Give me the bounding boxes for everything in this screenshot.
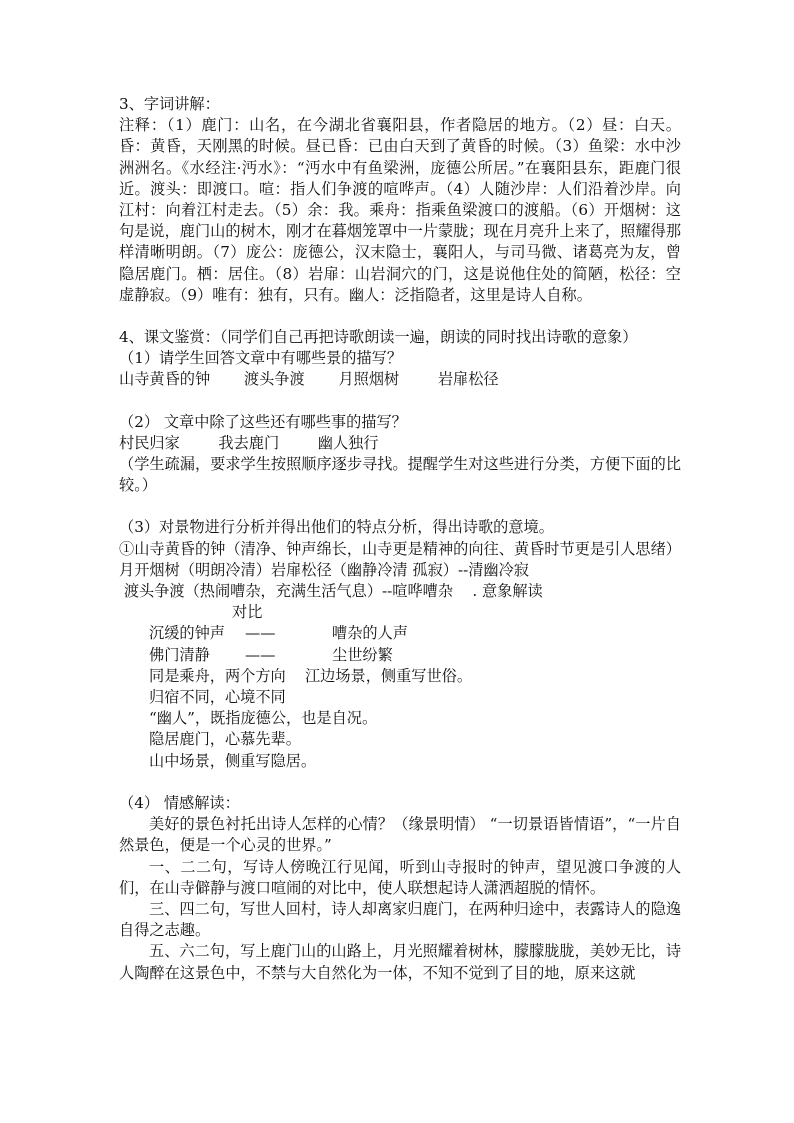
contrast-left: 沉缓的钟声: [149, 624, 225, 643]
question-4: （4） 情感解读：: [119, 793, 240, 812]
document-page: [119, 94, 681, 984]
contrast-row: [119, 623, 681, 644]
contrast-right: 嘈杂的人声: [332, 624, 408, 643]
spacer: [119, 496, 681, 517]
answer-item: 幽人独行: [317, 433, 379, 452]
emotion-paragraph: 一、二二句，写诗人傍晚江行见闻，听到山寺报时的钟声，望见渡口争渡的人们，在山寺僻静与渡口喧闹的对比中，使人联想起诗人潇洒超脱的情怀。: [119, 857, 681, 897]
answer-item: 渡头争渡: [243, 370, 305, 389]
analysis-line: 山中场景，侧重写隐居。: [149, 751, 317, 770]
spacer: [119, 391, 681, 412]
answer-item: 村民归家: [119, 433, 180, 452]
section-3-heading: 3、字词讲解：: [119, 95, 220, 113]
answer-item: 月照烟树: [338, 370, 400, 389]
answer-item: 岩扉松径: [437, 370, 499, 389]
section-4-heading: 4、课文鉴赏：（同学们自己再把诗歌朗读一遍，朗读的同时找出诗歌的意象）: [119, 328, 638, 347]
imagery-line-1: ①山寺黄昏的钟（清净、钟声绵长，山寺更是精神的向往、黄昏时节更是引人思绪）: [119, 539, 681, 558]
analysis-line: 同是乘舟，两个方向 江边场景，侧重写世俗。: [149, 666, 473, 685]
question-3: （3）对景物进行分析并得出他们的特点分析，得出诗歌的意境。: [119, 518, 554, 537]
analysis-line: 隐居鹿门，心慕先辈。: [149, 730, 301, 749]
question-2-answers: [119, 433, 681, 454]
contrast-dash: ——: [245, 624, 276, 643]
contrast-left: 佛门清静: [149, 645, 210, 664]
question-2-note: （学生疏漏，要求学生按照顺序逐步寻找。提醒学生对这些进行分类，方便下面的比较。）: [119, 455, 681, 495]
analysis-line: “幽人”，既指庞德公，也是自况。: [149, 709, 378, 728]
question-1: （1）请学生回答文章中有哪些景的描写？: [119, 349, 403, 368]
imagery-line-3: 渡头争渡（热闹嘈杂，充满生活气息）--喧哗嘈杂 . 意象解读: [119, 582, 543, 601]
question-1-answers: [119, 369, 681, 390]
section-3-notes: 注释：（1）鹿门：山名，在今湖北省襄阳县，作者隐居的地方。（2）昼：白天。昏：黄昏，天刚黑的时候。昼已昏：已由白天到了黄昏的时候。（3）鱼梁：水中沙洲洲名。《水经注·沔水》：“沔水中有鱼梁洲，庞德公所居。”在襄阳县东，距鹿门很近。渡头：即渡口。喧：指人们争渡的喧哗声。（4）人随沙岸：人们沿着沙岸。向江村：向着江村走去。（5）余：我。乘舟：指乘鱼梁渡口的渡船。（6）开烟树：这句是说，鹿门山的树木，刚才在暮烟笼罩中一片蒙胧；现在月亮升上来了，照耀得那样清晰明朗。（7）庞公：庞德公，汉末隐士，襄阳人，与司马微、诸葛亮为友，曾隐居鹿门。栖：居住。（8）岩扉：山岩洞穴的门，这是说他住处的简陋，松径：空虚静寂。（9）唯有：独有，只有。幽人：泛指隐者，这里是诗人自称。: [119, 116, 681, 304]
emotion-paragraph: 五、六二句，写上鹿门山的山路上，月光照耀着树林，朦朦胧胧，美妙无比，诗人陶醉在这景色中，不禁与大自然化为一体，不知不觉到了目的地，原来这就: [119, 942, 681, 982]
spacer: [119, 772, 681, 793]
analysis-line: 归宿不同，心境不同: [149, 688, 286, 707]
emotion-paragraph: 三、四二句，写世人回村，诗人却离家归鹿门，在两种归途中，表露诗人的隐逸自得之志趣。: [119, 899, 681, 940]
answer-item: 山寺黄昏的钟: [119, 370, 211, 389]
imagery-line-2: 月开烟树（明朗冷清）岩扉松径（幽静冷清 孤寂）--清幽冷寂: [119, 560, 529, 579]
spacer: [119, 306, 681, 327]
emotion-paragraph: 美好的景色衬托出诗人怎样的心情？（缘景明情） “一切景语皆情语”，“一片自然景色，便是一个心灵的世界。”: [119, 815, 681, 855]
answer-item: 我去鹿门: [218, 433, 280, 452]
question-2: （2） 文章中除了这些还有哪些事的描写？: [119, 412, 407, 431]
contrast-right: 尘世纷繁: [332, 645, 393, 664]
contrast-dash: ——: [245, 645, 276, 664]
contrast-row: [119, 645, 681, 666]
contrast-label: 对比: [232, 603, 263, 622]
